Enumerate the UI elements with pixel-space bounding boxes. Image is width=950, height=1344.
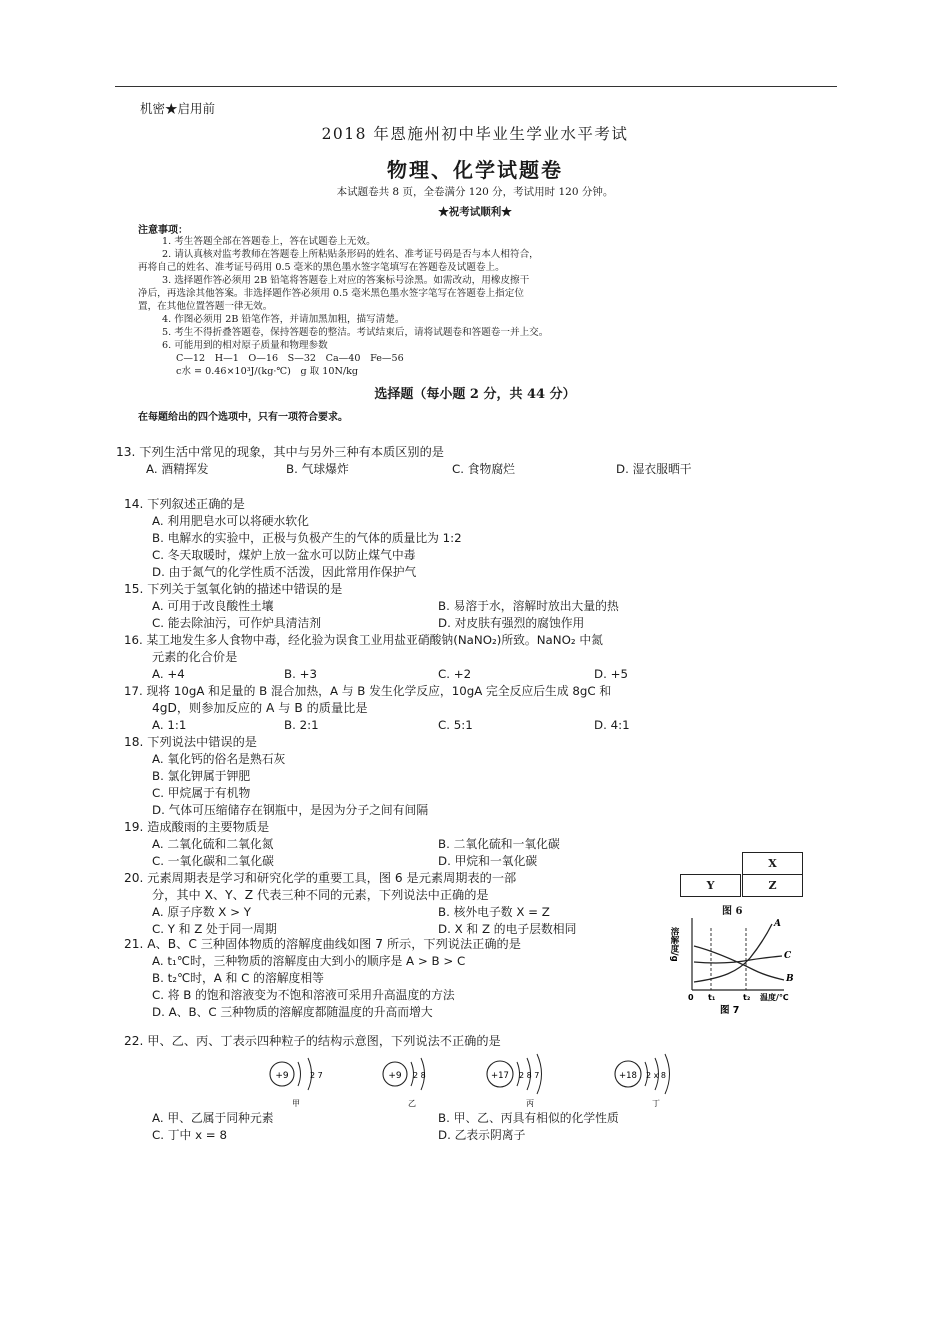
question-13-stem: 13. 下列生活中常见的现象，其中与另外三种有本质区别的是 [116,445,444,459]
particle-label: 甲 [292,1099,300,1108]
origin-label: 0 [688,993,694,1002]
q16-option-d: D. +5 [594,667,628,681]
question-15-stem: 15. 下列关于氢氧化钠的描述中错误的是 [124,582,343,596]
nucleus-charge: +9 [275,1071,289,1081]
question-17-stem-cont: 4gD，则参加反应的 A 与 B 的质量比是 [152,701,368,715]
nucleus-charge: +9 [388,1071,402,1081]
note-line: 6. 可能用到的相对原子质量和物理参数 [162,340,328,351]
q20-option-b: B. 核外电子数 X = Z [438,905,550,919]
q17-option-b: B. 2:1 [284,718,319,732]
top-rule [115,86,837,87]
particle-structure-diagrams [260,1050,680,1108]
nucleus-charge: +17 [491,1071,509,1081]
note-line: C—12 H—1 O—16 S—32 Ca—40 Fe—56 [176,353,404,364]
q17-option-d: D. 4:1 [594,718,630,732]
q18-option-c: C. 甲烷属于有机物 [152,786,251,800]
curve-a-label: A [774,919,781,929]
q22-option-c: C. 丁中 x = 8 [152,1128,227,1142]
t2-label: t₂ [743,993,751,1002]
question-20-stem-cont: 分，其中 X、Y、Z 代表三种不同的元素，下列说法中正确的是 [152,888,489,902]
particle-label: 乙 [408,1099,416,1108]
q16-option-b: B. +3 [284,667,317,681]
question-17-stem: 17. 现将 10gA 和足量的 B 混合加热，A 与 B 发生化学反应，10gA 完全反应后生成 8gC 和 [124,684,612,698]
paper-title: 物理、化学试题卷 [387,158,563,182]
figure-7-ylabel: 溶解度/g [669,927,679,962]
figure-6-caption: 图 6 [722,906,743,917]
q21-option-d: D. A、B、C 三种物质的溶解度都随温度的升高而增大 [152,1005,433,1019]
q21-option-b: B. t₂℃时，A 和 C 的溶解度相等 [152,971,324,985]
question-19-stem: 19. 造成酸雨的主要物质是 [124,820,270,834]
curve-b-label: B [786,974,794,984]
q14-option-c: C. 冬天取暖时，煤炉上放一盆水可以防止煤气中毒 [152,548,416,562]
q18-option-b: B. 氯化钾属于钾肥 [152,769,251,783]
q14-option-d: D. 由于氮气的化学性质不活泼，因此常用作保护气 [152,565,417,579]
particle-jia [270,1058,323,1108]
note-line: 2. 请认真核对监考教师在答题卷上所粘贴条形码的姓名、准考证号码是否与本人相符合， [162,249,539,260]
note-line: 再将自己的姓名、准考证号码用 0.5 毫米的黑色墨水签字笔填写在答题卷及试题卷上。 [138,262,505,273]
element-z-cell: Z [742,874,803,897]
q15-option-b: B. 易溶于水，溶解时放出大量的热 [438,599,619,613]
question-14-stem: 14. 下列叙述正确的是 [124,497,245,511]
good-luck: ★祝考试顺利★ [438,206,512,218]
question-20-stem: 20. 元素周期表是学习和研究化学的重要工具，图 6 是元素周期表的一部 [124,871,517,885]
note-line: 3. 选择题作答必须用 2B 铅笔将答题卷上对应的答案标号涂黑。如需改动，用橡皮擦干 [162,275,530,286]
q19-option-c: C. 一氧化碳和二氧化碳 [152,854,274,868]
note-line: 1. 考生答题全部在答题卷上，答在试题卷上无效。 [162,236,376,247]
q14-option-b: B. 电解水的实验中，正极与负极产生的气体的质量比为 1:2 [152,531,462,545]
q19-option-a: A. 二氧化硫和二氧化氮 [152,837,274,851]
particle-label: 丙 [526,1099,534,1108]
t1-label: t₁ [708,993,716,1002]
exam-title: 2018 年恩施州初中毕业生学业水平考试 [321,125,629,143]
q21-option-c: C. 将 B 的饱和溶液变为不饱和溶液可采用升高温度的方法 [152,988,455,1002]
q22-option-a: A. 甲、乙属于同种元素 [152,1111,274,1125]
particle-bing [487,1054,542,1108]
q16-option-c: C. +2 [438,667,472,681]
nucleus-charge: +18 [619,1071,637,1081]
q19-option-b: B. 二氧化硫和一氧化碳 [438,837,560,851]
q15-option-c: C. 能去除油污，可作炉具清洁剂 [152,616,322,630]
curve-c-label: C [784,951,792,961]
note-line: 4. 作图必须用 2B 铅笔作答，并请加黑加粗，描写清楚。 [162,314,405,325]
q20-option-a: A. 原子序数 X > Y [152,905,251,919]
particle-ding [615,1054,670,1108]
question-21-stem: 21. A、B、C 三种固体物质的溶解度曲线如图 7 所示，下列说法正确的是 [124,937,521,951]
electron-shells: 2 8 [413,1071,426,1080]
q19-option-d: D. 甲烷和一氧化碳 [438,854,538,868]
q15-option-a: A. 可用于改良酸性土壤 [152,599,274,613]
note-line: c水 = 0.46×10³J/(kg·℃) g 取 10N/kg [176,366,359,377]
particle-label: 丁 [652,1099,660,1108]
q17-option-c: C. 5:1 [438,718,473,732]
note-line: 置，在其他位置答题一律无效。 [138,301,273,312]
q21-option-a: A. t₁℃时，三种物质的溶解度由大到小的顺序是 A > B > C [152,954,466,968]
q18-option-d: D. 气体可压缩储存在钢瓶中，是因为分子之间有间隔 [152,803,429,817]
question-16-stem-cont: 元素的化合价是 [152,650,238,664]
element-y-cell: Y [680,874,741,897]
figure-7-xlabel: 温度/℃ [760,993,789,1002]
note-line: 净后，再选涂其他答案。非选择题作答必须用 0.5 毫米黑色墨水签字笔写在答题卷上指定位 [138,288,524,299]
q17-option-a: A. 1:1 [152,718,187,732]
q20-option-c: C. Y 和 Z 处于同一周期 [152,922,277,936]
note-line: 5. 考生不得折叠答题卷，保持答题卷的整洁。考试结束后，请将试题卷和答题卷一并上交。 [162,327,549,338]
figure-7-solubility-chart [669,914,812,1016]
q14-option-a: A. 利用肥皂水可以将硬水软化 [152,514,309,528]
section-heading: 选择题（每小题 2 分，共 44 分） [374,387,576,402]
question-18-stem: 18. 下列说法中错误的是 [124,735,257,749]
q22-option-b: B. 甲、乙、丙具有相似的化学性质 [438,1111,619,1125]
q13-option-d: D. 湿衣服晒干 [616,462,692,476]
q13-option-b: B. 气球爆炸 [286,462,349,476]
q22-option-d: D. 乙表示阴离子 [438,1128,526,1142]
paper-info: 本试题卷共 8 页，全卷满分 120 分，考试用时 120 分钟。 [336,186,614,198]
electron-shells: 2 8 7 [519,1071,540,1080]
electron-shells: 2 x 8 [646,1071,666,1080]
notes-heading: 注意事项： [138,225,188,236]
q16-option-a: A. +4 [152,667,185,681]
secret-label: 机密★启用前 [140,101,216,116]
question-22-stem: 22. 甲、乙、丙、丁表示四种粒子的结构示意图，下列说法不正确的是 [124,1034,501,1048]
q20-option-d: D. X 和 Z 的电子层数相同 [438,922,577,936]
q13-option-c: C. 食物腐烂 [452,462,515,476]
element-x-cell: X [742,852,803,875]
section-instruction: 在每题给出的四个选项中，只有一项符合要求。 [138,412,348,423]
particle-yi [383,1058,426,1108]
figure-7-caption: 图 7 [720,1005,740,1016]
q13-option-a: A. 酒精挥发 [146,462,209,476]
question-16-stem: 16. 某工地发生多人食物中毒，经化验为误食工业用盐亚硝酸钠(NaNO₂)所致。NaNO₂ 中氮 [124,633,603,647]
q18-option-a: A. 氧化钙的俗名是熟石灰 [152,752,286,766]
q15-option-d: D. 对皮肤有强烈的腐蚀作用 [438,616,585,630]
electron-shells: 2 7 [310,1071,323,1080]
